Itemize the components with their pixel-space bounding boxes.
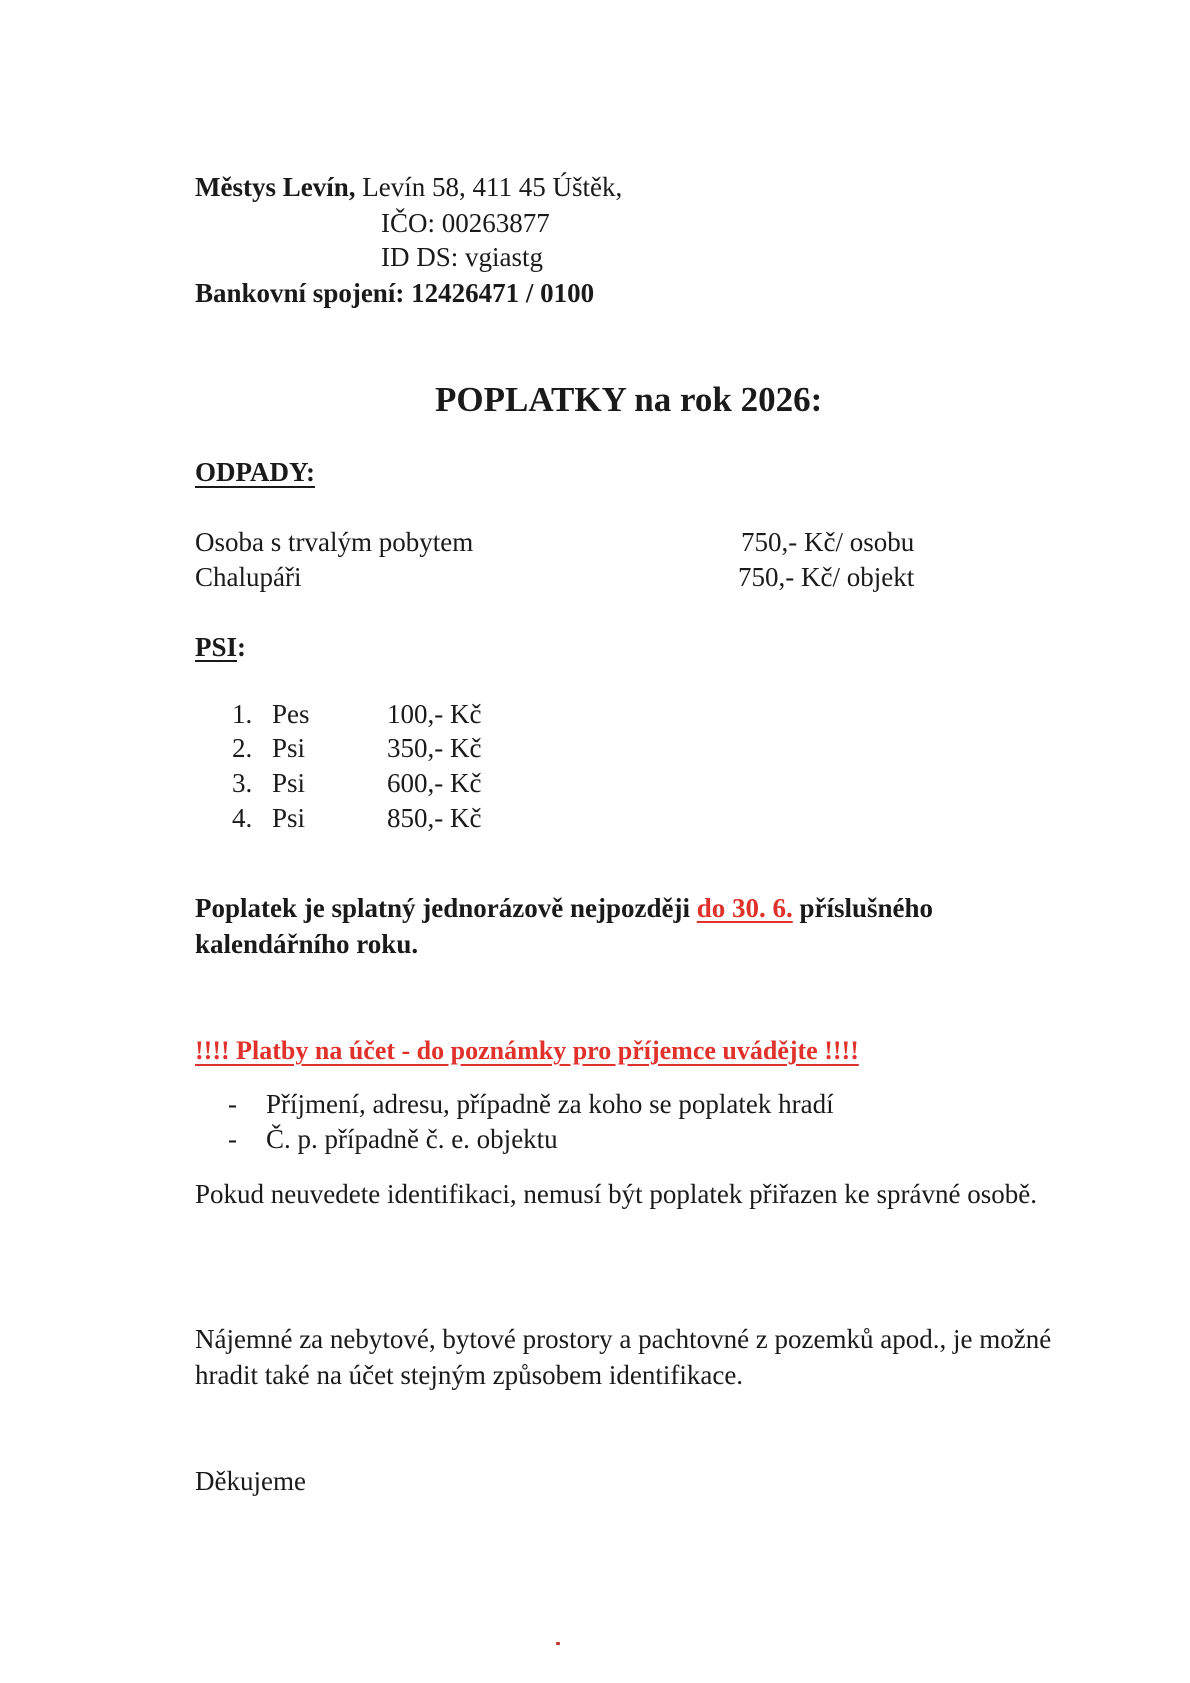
due-date-highlight: do 30. 6. <box>696 893 793 923</box>
due-text-end: příslušného kalendářního roku. <box>195 893 934 959</box>
bullet-item <box>228 1122 558 1156</box>
dog-fee-label: Pes <box>272 699 310 729</box>
dog-fee-row <box>232 766 481 800</box>
bank-account: Bankovní spojení: 12426471 / 0100 <box>195 278 595 308</box>
odpady-row-price: 750,- Kč/ osobu <box>741 527 915 557</box>
section-heading-odpady: ODPADY: <box>195 457 315 487</box>
identification-note: Pokud neuvedete identifikaci, nemusí být poplatek přiřazen ke správné osobě. <box>195 1179 1037 1209</box>
scan-mark <box>556 1642 560 1645</box>
dog-fee-label: Psi <box>272 803 306 833</box>
org-name: Městys Levín, <box>195 172 356 202</box>
odpady-row-price: 750,- Kč/ objekt <box>738 562 915 592</box>
dog-fee-num: 1. <box>232 699 253 729</box>
dog-fee-label: Psi <box>272 768 306 798</box>
bullet-item <box>228 1087 834 1121</box>
dog-fee-price: 600,- Kč <box>387 768 482 798</box>
odpady-row-label: Chalupáři <box>195 562 302 592</box>
dog-fee-row <box>232 731 481 765</box>
dog-fee-price: 350,- Kč <box>387 733 482 763</box>
closing-thanks: Děkujeme <box>195 1466 306 1496</box>
dog-fee-price: 100,- Kč <box>387 699 482 729</box>
org-ico: IČO: 00263877 <box>381 208 550 238</box>
dog-fee-num: 2. <box>232 733 253 763</box>
org-address: Levín 58, 411 45 Úštěk, <box>362 172 623 202</box>
due-date-note <box>195 890 1055 962</box>
psi-heading-text: PSI <box>195 632 238 662</box>
dog-fee-label: Psi <box>272 733 306 763</box>
psi-heading-colon: : <box>237 632 247 662</box>
dog-fee-row <box>232 801 481 835</box>
payment-warning: !!!! Platby na účet - do poznámky pro příjemce uvádějte !!!! <box>195 1036 859 1065</box>
org-id-ds: ID DS: vgiastg <box>381 242 543 272</box>
bullet-text: Č. p. případně č. e. objektu <box>266 1124 558 1154</box>
dog-fee-num: 4. <box>232 803 253 833</box>
dog-fee-row <box>232 697 481 731</box>
header-org-line <box>195 170 622 204</box>
due-text-start: Poplatek je splatný jednorázově nejpozději <box>195 893 697 923</box>
bullet-dash: - <box>228 1089 237 1119</box>
page-title: POPLATKY na rok 2026: <box>435 380 823 419</box>
rent-note: Nájemné za nebytové, bytové prostory a pachtovné z pozemků apod., je možné hradit také na účet stejným způsobem identifikace. <box>195 1324 1052 1390</box>
bullet-text: Příjmení, adresu, případně za koho se poplatek hradí <box>266 1089 834 1119</box>
bullet-dash: - <box>228 1124 237 1154</box>
dog-fee-num: 3. <box>232 768 253 798</box>
odpady-row-label: Osoba s trvalým pobytem <box>195 527 474 557</box>
dog-fee-price: 850,- Kč <box>387 803 482 833</box>
section-heading-psi <box>195 632 246 663</box>
